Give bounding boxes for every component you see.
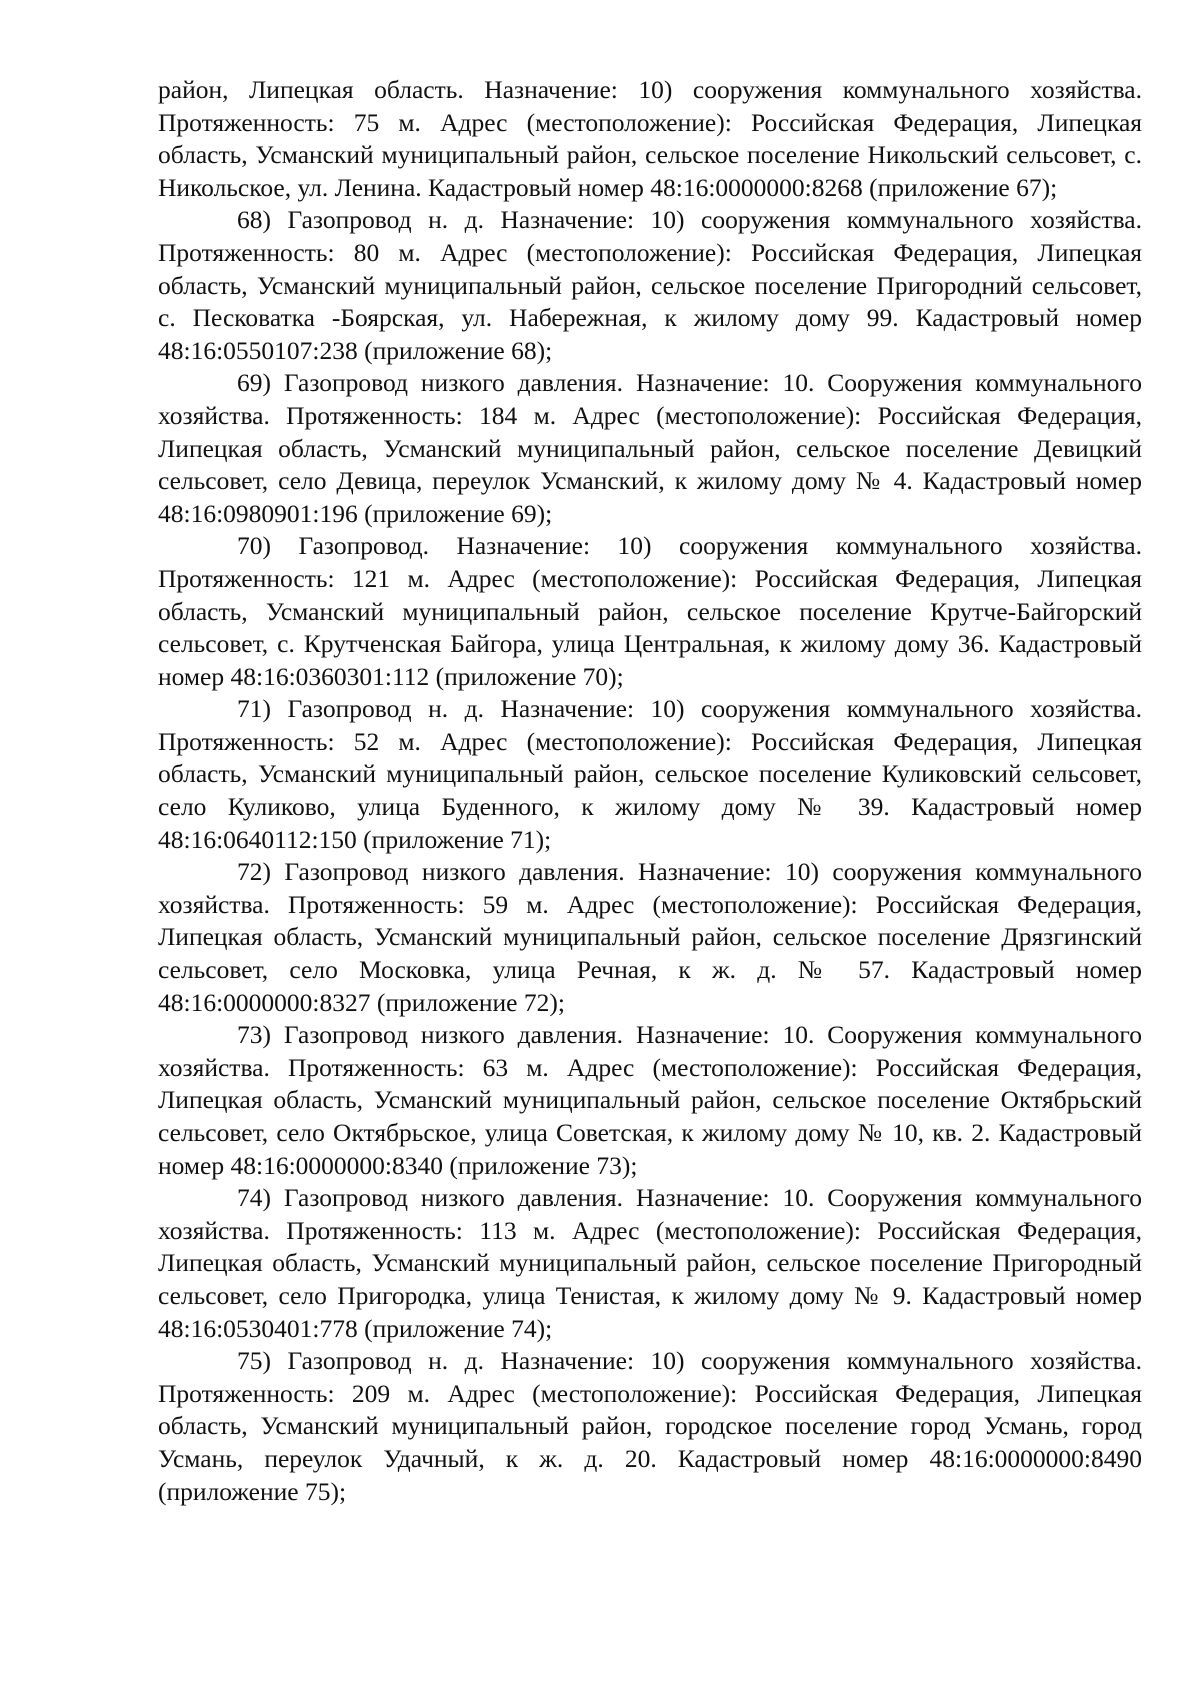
- paragraph-item-72: 72) Газопровод низкого давления. Назначение: 10) сооружения коммунального хозяйства. Протяженность: 59 м. Адрес (местоположение): Российская Федерация, Липецкая область, Усманский муниципальный район, сельское поселение Дрязгинский сельсовет, село Московка, улица Речная, к ж. д. № 57. Кадастровый номер 48:16:0000000:8327 (приложение 72);: [158, 857, 1142, 1017]
- paragraph-item-74: 74) Газопровод низкого давления. Назначение: 10. Сооружения коммунального хозяйства. Протяженность: 113 м. Адрес (местоположение): Российская Федерация, Липецкая область, Усманский муниципальный район, сельское поселение Пригородный сельсовет, село Пригородка, улица Тенистая, к жилому дому № 9. Кадастровый номер 48:16:0530401:778 (приложение 74);: [158, 1183, 1142, 1343]
- paragraph-item-68: 68) Газопровод н. д. Назначение: 10) сооружения коммунального хозяйства. Протяженность: 80 м. Адрес (местоположение): Российская Федерация, Липецкая область, Усманский муниципальный район, сельское поселение Пригородний сельсовет, с. Песковатка -Боярская, ул. Набережная, к жилому дому 99. Кадастровый номер 48:16:0550107:238 (приложение 68);: [158, 205, 1142, 365]
- paragraph-item-70: 70) Газопровод. Назначение: 10) сооружения коммунального хозяйства. Протяженность: 121 м. Адрес (местоположение): Российская Федерация, Липецкая область, Усманский муниципальный район, сельское поселение Крутче-Байгорский сельсовет, с. Крутченская Байгора, улица Центральная, к жилому дому 36. Кадастровый номер 48:16:0360301:112 (приложение 70);: [158, 531, 1142, 691]
- paragraph-item-73: 73) Газопровод низкого давления. Назначение: 10. Сооружения коммунального хозяйства. Протяженность: 63 м. Адрес (местоположение): Российская Федерация, Липецкая область, Усманский муниципальный район, сельское поселение Октябрьский сельсовет, село Октябрьское, улица Советская, к жилому дому № 10, кв. 2. Кадастровый номер 48:16:0000000:8340 (приложение 73);: [158, 1020, 1142, 1180]
- document-body: [158, 74, 1142, 1508]
- paragraph-item-71: 71) Газопровод н. д. Назначение: 10) сооружения коммунального хозяйства. Протяженность: 52 м. Адрес (местоположение): Российская Федерация, Липецкая область, Усманский муниципальный район, сельское поселение Куликовский сельсовет, село Куликово, улица Буденного, к жилому дому № 39. Кадастровый номер 48:16:0640112:150 (приложение 71);: [158, 694, 1142, 854]
- paragraph-item-69: 69) Газопровод низкого давления. Назначение: 10. Сооружения коммунального хозяйства. Протяженность: 184 м. Адрес (местоположение): Российская Федерация, Липецкая область, Усманский муниципальный район, сельское поселение Девицкий сельсовет, село Девица, переулок Усманский, к жилому дому № 4. Кадастровый номер 48:16:0980901:196 (приложение 69);: [158, 368, 1142, 528]
- paragraph-item-75: 75) Газопровод н. д. Назначение: 10) сооружения коммунального хозяйства. Протяженность: 209 м. Адрес (местоположение): Российская Федерация, Липецкая область, Усманский муниципальный район, городское поселение город Усмань, город Усмань, переулок Удачный, к ж. д. 20. Кадастровый номер 48:16:0000000:8490 (приложение 75);: [158, 1346, 1142, 1506]
- paragraph-continuation: район, Липецкая область. Назначение: 10) сооружения коммунального хозяйства. Протяженность: 75 м. Адрес (местоположение): Российская Федерация, Липецкая область, Усманский муниципальный район, сельское поселение Никольский сельсовет, с. Никольское, ул. Ленина. Кадастровый номер 48:16:0000000:8268 (приложение 67);: [158, 75, 1142, 202]
